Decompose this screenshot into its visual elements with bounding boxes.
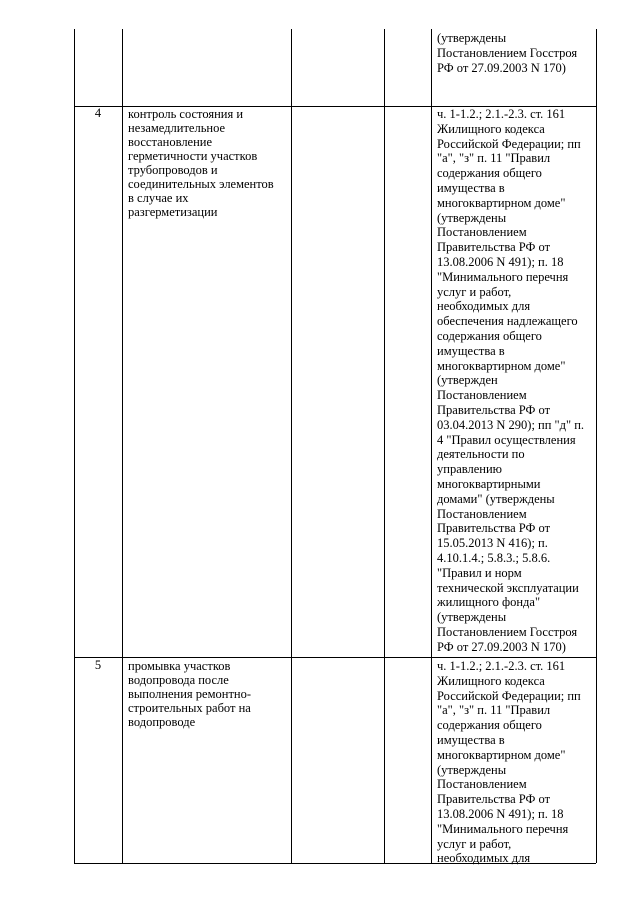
description-line: герметичности участков <box>128 149 258 163</box>
reference-line: многоквартирными <box>437 476 541 491</box>
regulatory-reference-cell <box>437 659 589 866</box>
reference-line: необходимых для <box>437 299 531 314</box>
description-line: контроль состояния и <box>128 107 244 121</box>
work-description-cell <box>128 107 286 219</box>
reference-line: Жилищного кодекса <box>437 121 545 136</box>
column-divider <box>431 29 432 863</box>
reference-line: Постановлением Госстроя <box>437 45 578 60</box>
reference-line: домами" (утверждены <box>437 491 555 506</box>
column-divider <box>596 29 597 863</box>
reference-line: содержания общего <box>437 166 542 181</box>
row-number: 4 <box>94 106 102 120</box>
reference-line: Постановлением <box>437 777 527 792</box>
reference-line: "Правил и норм <box>437 565 522 580</box>
reference-line: 03.04.2013 N 290); пп "д" п. <box>437 417 585 432</box>
regulatory-reference-cell <box>437 107 589 654</box>
column-divider <box>122 29 123 863</box>
description-line: водопровода после <box>128 673 229 687</box>
description-line: незамедлительное <box>128 121 226 135</box>
reference-line: Постановлением <box>437 388 527 403</box>
reference-line: имущества в <box>437 180 505 195</box>
reference-line: "а", "з" п. 11 "Правил <box>437 151 551 166</box>
reference-line: (утвержден <box>437 373 498 388</box>
column-divider <box>74 29 75 863</box>
reference-line: Правительства РФ от <box>437 402 551 417</box>
reference-line: услуг и работ, <box>437 836 512 851</box>
description-line: соединительных элементов <box>128 177 274 191</box>
reference-line: 15.05.2013 N 416); п. <box>437 536 548 551</box>
reference-line: Правительства РФ от <box>437 792 551 807</box>
reference-line: Постановлением Госстроя <box>437 624 578 639</box>
reference-line: обеспечения надлежащего <box>437 314 578 329</box>
reference-line: необходимых для <box>437 851 531 866</box>
reference-line: услуг и работ, <box>437 284 512 299</box>
reference-line: 4 "Правил осуществления <box>437 432 576 447</box>
reference-line: Российской Федерации; пп <box>437 688 581 703</box>
work-description-cell <box>128 659 286 729</box>
reference-line: (утверждены <box>437 762 507 777</box>
reference-line: (утверждены <box>437 31 507 45</box>
reference-line: "Минимального перечня <box>437 269 569 284</box>
reference-line: содержания общего <box>437 718 542 733</box>
description-line: восстановление <box>128 135 213 149</box>
reference-line: 4.10.1.4.; 5.8.3.; 5.8.6. <box>437 550 551 565</box>
reference-line: технической эксплуатации <box>437 580 579 595</box>
column-divider <box>291 29 292 863</box>
row-divider <box>74 657 596 658</box>
reference-line: РФ от 27.09.2003 N 170) <box>437 639 566 654</box>
description-line: разгерметизации <box>128 205 218 219</box>
reference-line: деятельности по <box>437 447 525 462</box>
reference-line: имущества в <box>437 732 505 747</box>
reference-line: Российской Федерации; пп <box>437 136 581 151</box>
reference-line: имущества в <box>437 343 505 358</box>
description-line: выполнения ремонтно- <box>128 687 252 701</box>
reference-line: многоквартирном доме" <box>437 747 566 762</box>
reference-line: "а", "з" п. 11 "Правил <box>437 703 551 718</box>
reference-line: (утверждены <box>437 610 507 625</box>
description-line: водопроводе <box>128 715 196 729</box>
reference-line: содержания общего <box>437 328 542 343</box>
reference-line: 13.08.2006 N 491); п. 18 <box>437 254 564 269</box>
description-line: в случае их <box>128 191 189 205</box>
reference-line: Жилищного кодекса <box>437 673 545 688</box>
row-number: 5 <box>94 658 102 672</box>
reference-line: многоквартирном доме" <box>437 195 566 210</box>
reference-line: 13.08.2006 N 491); п. 18 <box>437 806 564 821</box>
description-line: трубопроводов и <box>128 163 218 177</box>
reference-line: Постановлением <box>437 225 527 240</box>
reference-line: (утверждены <box>437 210 507 225</box>
description-line: промывка участков <box>128 659 231 673</box>
reference-line: ч. 1-1.2.; 2.1.-2.3. ст. 161 <box>437 659 566 673</box>
reference-line: Правительства РФ от <box>437 240 551 255</box>
reference-line: многоквартирном доме" <box>437 358 566 373</box>
reference-line: жилищного фонда" <box>437 595 541 610</box>
reference-line: "Минимального перечня <box>437 821 569 836</box>
reference-line: ч. 1-1.2.; 2.1.-2.3. ст. 161 <box>437 107 566 121</box>
reference-line: Правительства РФ от <box>437 521 551 536</box>
reference-line: Постановлением <box>437 506 527 521</box>
reference-line: РФ от 27.09.2003 N 170) <box>437 60 566 75</box>
description-line: строительных работ на <box>128 701 251 715</box>
column-divider <box>384 29 385 863</box>
reference-line: управлению <box>437 462 502 477</box>
regulatory-reference-cell <box>437 31 589 75</box>
